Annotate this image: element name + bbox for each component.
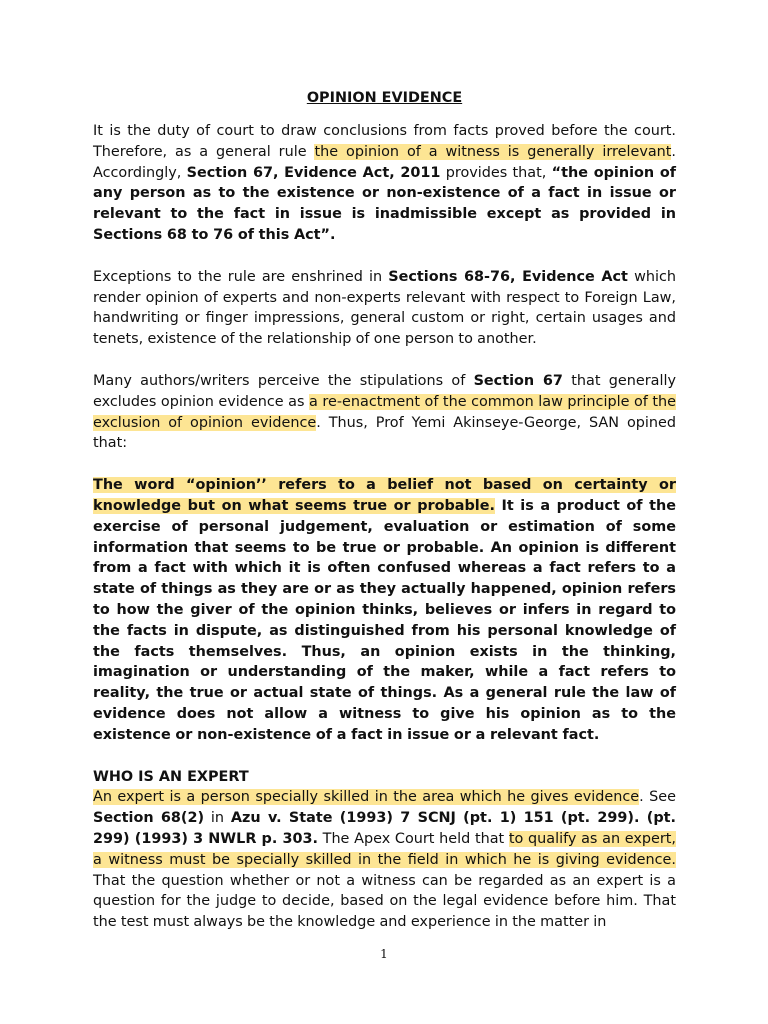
- text-run: . Thus, Prof Yemi Akinseye-George, SAN opined that:: [93, 414, 676, 452]
- bold-citation: Sections 68-76, Evidence Act: [388, 268, 628, 285]
- text-run: provides that,: [440, 164, 552, 181]
- bold-case-citation: Azu v. State (1993) 7 SCNJ (pt. 1) 151 (pt. 299). (pt. 299) (1993) 3 NWLR p. 303.: [93, 810, 676, 847]
- text-run: . See: [639, 789, 676, 806]
- paragraph-spacer: [93, 350, 676, 371]
- page-number: 1: [380, 947, 388, 961]
- text-run: . Accordingly,: [93, 143, 676, 181]
- text-run: in: [204, 810, 231, 827]
- section-heading: WHO IS AN EXPERT: [93, 768, 249, 785]
- text-run: which render opinion of experts and non-experts relevant with respect to Foreign Law, handwriting or finger impressions, general custom or right, certain usages and tenets, existence of the relationship of one person to another.: [93, 268, 676, 348]
- paragraph-exceptions: [93, 267, 676, 350]
- paragraph-expert: [93, 787, 676, 933]
- text-run: Many authors/writers perceive the stipulations of: [93, 372, 474, 389]
- bold-citation: Section 67: [473, 372, 563, 389]
- bold-citation: Section 67, Evidence Act, 2011: [186, 164, 441, 181]
- paragraph-quotation: [93, 475, 676, 745]
- paragraph-spacer: [93, 746, 676, 767]
- paragraph-spacer: [93, 454, 676, 475]
- highlighted-text: the opinion of a witness is generally irrelevant: [314, 143, 672, 160]
- text-run: It is the duty of court to draw conclusions from facts proved before the court. Therefore, as a general rule: [93, 123, 676, 160]
- text-run: Exceptions to the rule are enshrined in: [93, 268, 389, 285]
- highlighted-text: a re-enactment of the common law principle of the exclusion of opinion evidence: [93, 393, 676, 431]
- highlighted-text: to qualify as an expert, a witness must be specially skilled in the field in which he is giving evidence.: [93, 830, 677, 868]
- paragraph-intro: [93, 121, 676, 246]
- highlighted-text: The word “opinion’’ refers to a belief not based on certainty or knowledge but on what seems true or probable.: [93, 477, 676, 514]
- bold-quote: “the opinion of any person as to the existence or non-existence of a fact in issue or relevant to the fact in issue is inadmissible except as provided in Sections 68 to 76 of this Act”.: [93, 164, 676, 243]
- text-run: It is a product of the exercise of personal judgement, evaluation or estimation of some information that seems to be true or probable. An opinion is different from a fact with which it is often confused whereas a fact refers to a state of things as they are or as they actually happened, opinion refers to how the giver of the opinion thinks, believes or infers in regard to the facts in dispute, as distinguished from his personal knowledge of the facts themselves. Thus, an opinion exists in the thinking, imagination or understanding of the maker, while a fact refers to reality, the true or actual state of things. As a general rule the law of evidence does not allow a witness to give his opinion as to the existence or non-existence of a fact in issue or a relevant fact.: [93, 497, 676, 743]
- document-body: [93, 88, 676, 933]
- document-title: OPINION EVIDENCE: [306, 90, 463, 106]
- text-run: That the question whether or not a witness can be regarded as an expert is a question for the judge to decide, based on the legal evidence before him. That the test must always be the knowledge and experience in the matter in: [93, 872, 676, 931]
- text-run: that generally excludes opinion evidence as: [93, 372, 676, 410]
- highlighted-text: An expert is a person specially skilled in the area which he gives evidence: [93, 789, 640, 806]
- bold-citation: Section 68(2): [93, 810, 205, 827]
- paragraph-authors: [93, 371, 676, 454]
- paragraph-spacer: [93, 246, 676, 267]
- text-run: The Apex Court held that: [317, 830, 509, 847]
